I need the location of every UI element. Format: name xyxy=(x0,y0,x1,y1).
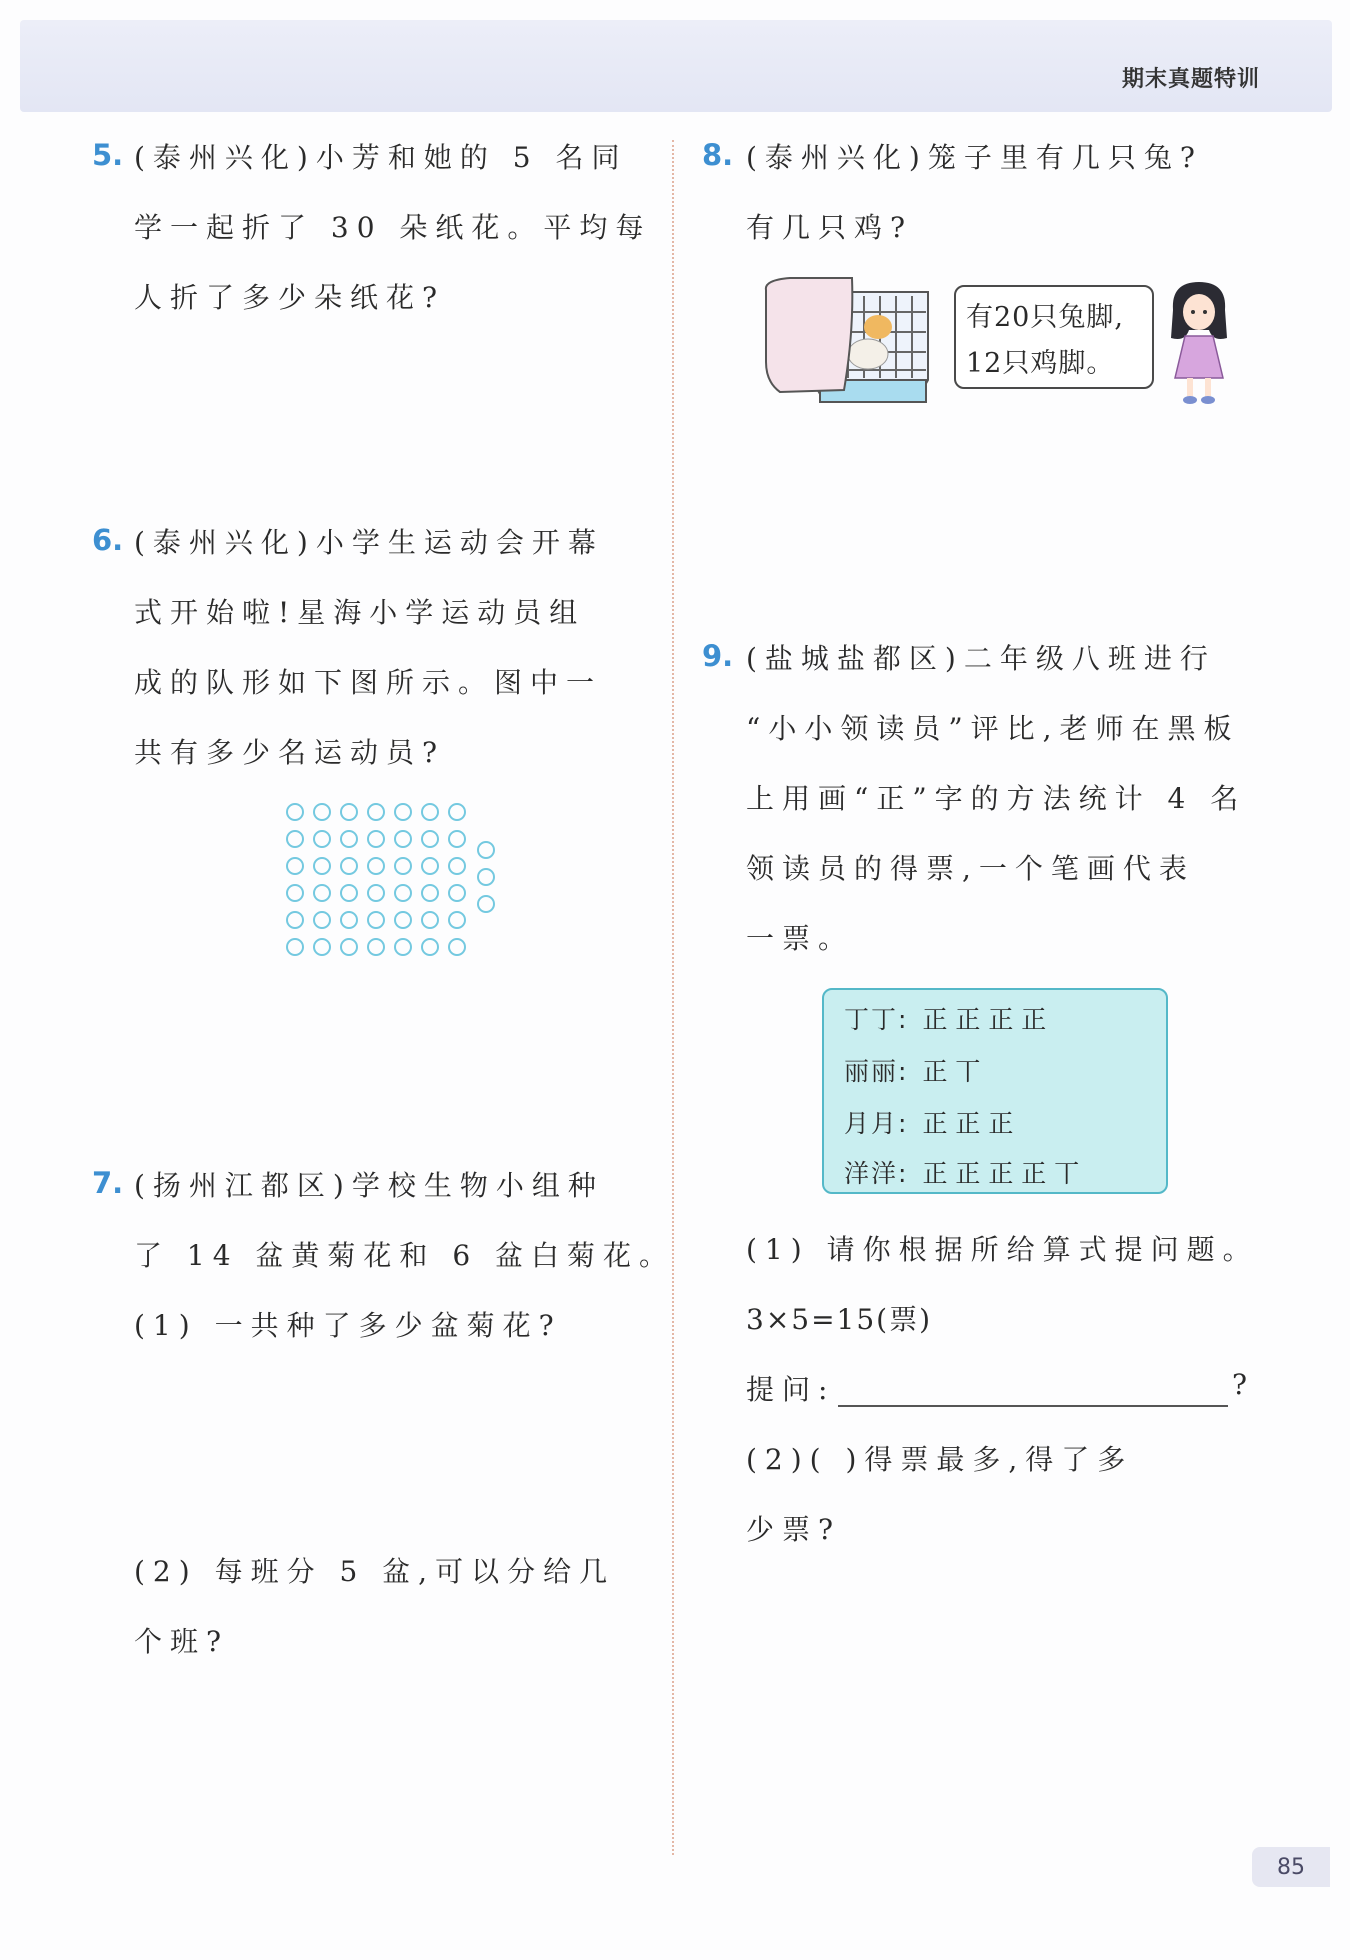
vote-row xyxy=(844,1052,980,1088)
athlete-dot xyxy=(394,911,412,929)
q7-line-1: (扬州江都区)学校生物小组种 xyxy=(134,1169,604,1202)
athlete-dot xyxy=(286,884,304,902)
athlete-dot xyxy=(367,884,385,902)
athlete-dot xyxy=(421,857,439,875)
voter-name: 丽丽: xyxy=(844,1057,909,1086)
vote-row xyxy=(844,1154,1079,1190)
athlete-dot xyxy=(313,884,331,902)
athlete-dot xyxy=(448,884,466,902)
q9-part2-line-2: 少票? xyxy=(746,1513,842,1546)
athlete-dot xyxy=(394,857,412,875)
athlete-dot xyxy=(286,857,304,875)
athlete-dot xyxy=(421,884,439,902)
athlete-dot xyxy=(421,803,439,821)
athlete-dot xyxy=(448,830,466,848)
vote-row xyxy=(844,1104,1013,1140)
athlete-dot xyxy=(394,830,412,848)
answer-blank-line[interactable] xyxy=(838,1405,1228,1407)
q5-line-2: 学一起折了 30 朵纸花。平均每 xyxy=(134,211,652,244)
athlete-dot xyxy=(448,938,466,956)
vote-tally: 正 丅 xyxy=(922,1057,981,1086)
athlete-dot xyxy=(340,911,358,929)
q6-line-1: (泰州兴化)小学生运动会开幕 xyxy=(134,526,604,559)
q7-number: 7. xyxy=(92,1166,124,1200)
athlete-dot xyxy=(421,938,439,956)
vote-tally-board xyxy=(822,988,1168,1194)
column-divider xyxy=(672,140,674,1855)
athlete-dot xyxy=(313,938,331,956)
q7-line-2: 了 14 盆黄菊花和 6 盆白菊花。 xyxy=(134,1239,676,1272)
q5-line-3: 人折了多少朵纸花? xyxy=(134,281,446,314)
voter-name: 丁丁: xyxy=(844,1005,909,1034)
athlete-dot xyxy=(367,830,385,848)
voter-name: 洋洋: xyxy=(844,1159,909,1188)
q6-line-3: 成的队形如下图所示。图中一 xyxy=(134,666,603,699)
athlete-dot xyxy=(313,857,331,875)
q8-line-1: (泰州兴化)笼子里有几只兔? xyxy=(746,141,1203,174)
q7-part1: (1) 一共种了多少盆菊花? xyxy=(134,1309,562,1342)
speech-line-1: 有20只兔脚, xyxy=(966,302,1124,333)
athlete-dot xyxy=(448,911,466,929)
q9-ask-end: ? xyxy=(1232,1368,1256,1401)
q5-line-1: (泰州兴化)小芳和她的 5 名同 xyxy=(134,141,628,174)
athlete-dot xyxy=(421,830,439,848)
q9-part1: (1) 请你根据所给算式提问题。 xyxy=(746,1233,1259,1266)
athlete-dot xyxy=(340,938,358,956)
athlete-dot xyxy=(286,830,304,848)
speech-bubble xyxy=(954,285,1154,389)
girl-illustration xyxy=(1165,280,1235,410)
athlete-dot xyxy=(367,857,385,875)
athlete-dot xyxy=(394,938,412,956)
q9-line-2: “小小领读员”评比,老师在黑板 xyxy=(746,712,1240,745)
q6-number: 6. xyxy=(92,523,124,557)
section-title: 期末真题特训 xyxy=(1121,67,1260,92)
q9-line-4: 领读员的得票,一个笔画代表 xyxy=(746,852,1195,885)
athlete-dot xyxy=(340,830,358,848)
q9-part2-line-1: (2)( )得票最多,得了多 xyxy=(746,1443,1134,1476)
athlete-dot xyxy=(313,830,331,848)
athlete-dot xyxy=(367,911,385,929)
page-number: 85 xyxy=(1252,1847,1330,1887)
athlete-dot xyxy=(286,803,304,821)
vote-tally: 正 正 正 正 xyxy=(922,1005,1047,1034)
vote-tally: 正 正 正 xyxy=(922,1109,1014,1138)
q6-line-2: 式开始啦!星海小学运动员组 xyxy=(134,596,586,629)
vote-row xyxy=(844,1000,1046,1036)
athlete-dot xyxy=(367,803,385,821)
vote-tally: 正 正 正 正 丅 xyxy=(922,1159,1080,1188)
q8-number: 8. xyxy=(702,138,734,172)
athlete-dot xyxy=(340,884,358,902)
athlete-dot xyxy=(340,857,358,875)
q8-line-2: 有几只鸡? xyxy=(746,211,914,244)
q9-number: 9. xyxy=(702,639,734,673)
speech-line-2: 12只鸡脚。 xyxy=(966,348,1115,379)
athlete-dot-extra xyxy=(477,841,495,859)
q9-ask-label: 提问: xyxy=(746,1373,836,1406)
q5-number: 5. xyxy=(92,138,124,172)
athlete-dot xyxy=(367,938,385,956)
athlete-dot xyxy=(340,803,358,821)
q7-part2-line-2: 个班? xyxy=(134,1625,230,1658)
q9-line-3: 上用画“正”字的方法统计 4 名 xyxy=(746,782,1247,815)
athlete-dot-extra xyxy=(477,895,495,913)
athlete-dot xyxy=(448,857,466,875)
athlete-dot xyxy=(286,938,304,956)
q9-line-5: 一票。 xyxy=(746,922,855,955)
q9-line-1: (盐城盐都区)二年级八班进行 xyxy=(746,642,1216,675)
q6-line-4: 共有多少名运动员? xyxy=(134,736,446,769)
athlete-dot xyxy=(394,803,412,821)
athlete-dot xyxy=(313,803,331,821)
voter-name: 月月: xyxy=(844,1109,909,1138)
athlete-dot xyxy=(286,911,304,929)
q7-part2-line-1: (2) 每班分 5 盆,可以分给几 xyxy=(134,1555,616,1588)
athlete-dot-extra xyxy=(477,868,495,886)
athlete-dot xyxy=(448,803,466,821)
athlete-dot xyxy=(421,911,439,929)
athlete-dot xyxy=(394,884,412,902)
q9-formula: 3×5=15(票) xyxy=(746,1303,933,1336)
athlete-dot xyxy=(313,911,331,929)
covered-cage-illustration xyxy=(760,272,935,407)
